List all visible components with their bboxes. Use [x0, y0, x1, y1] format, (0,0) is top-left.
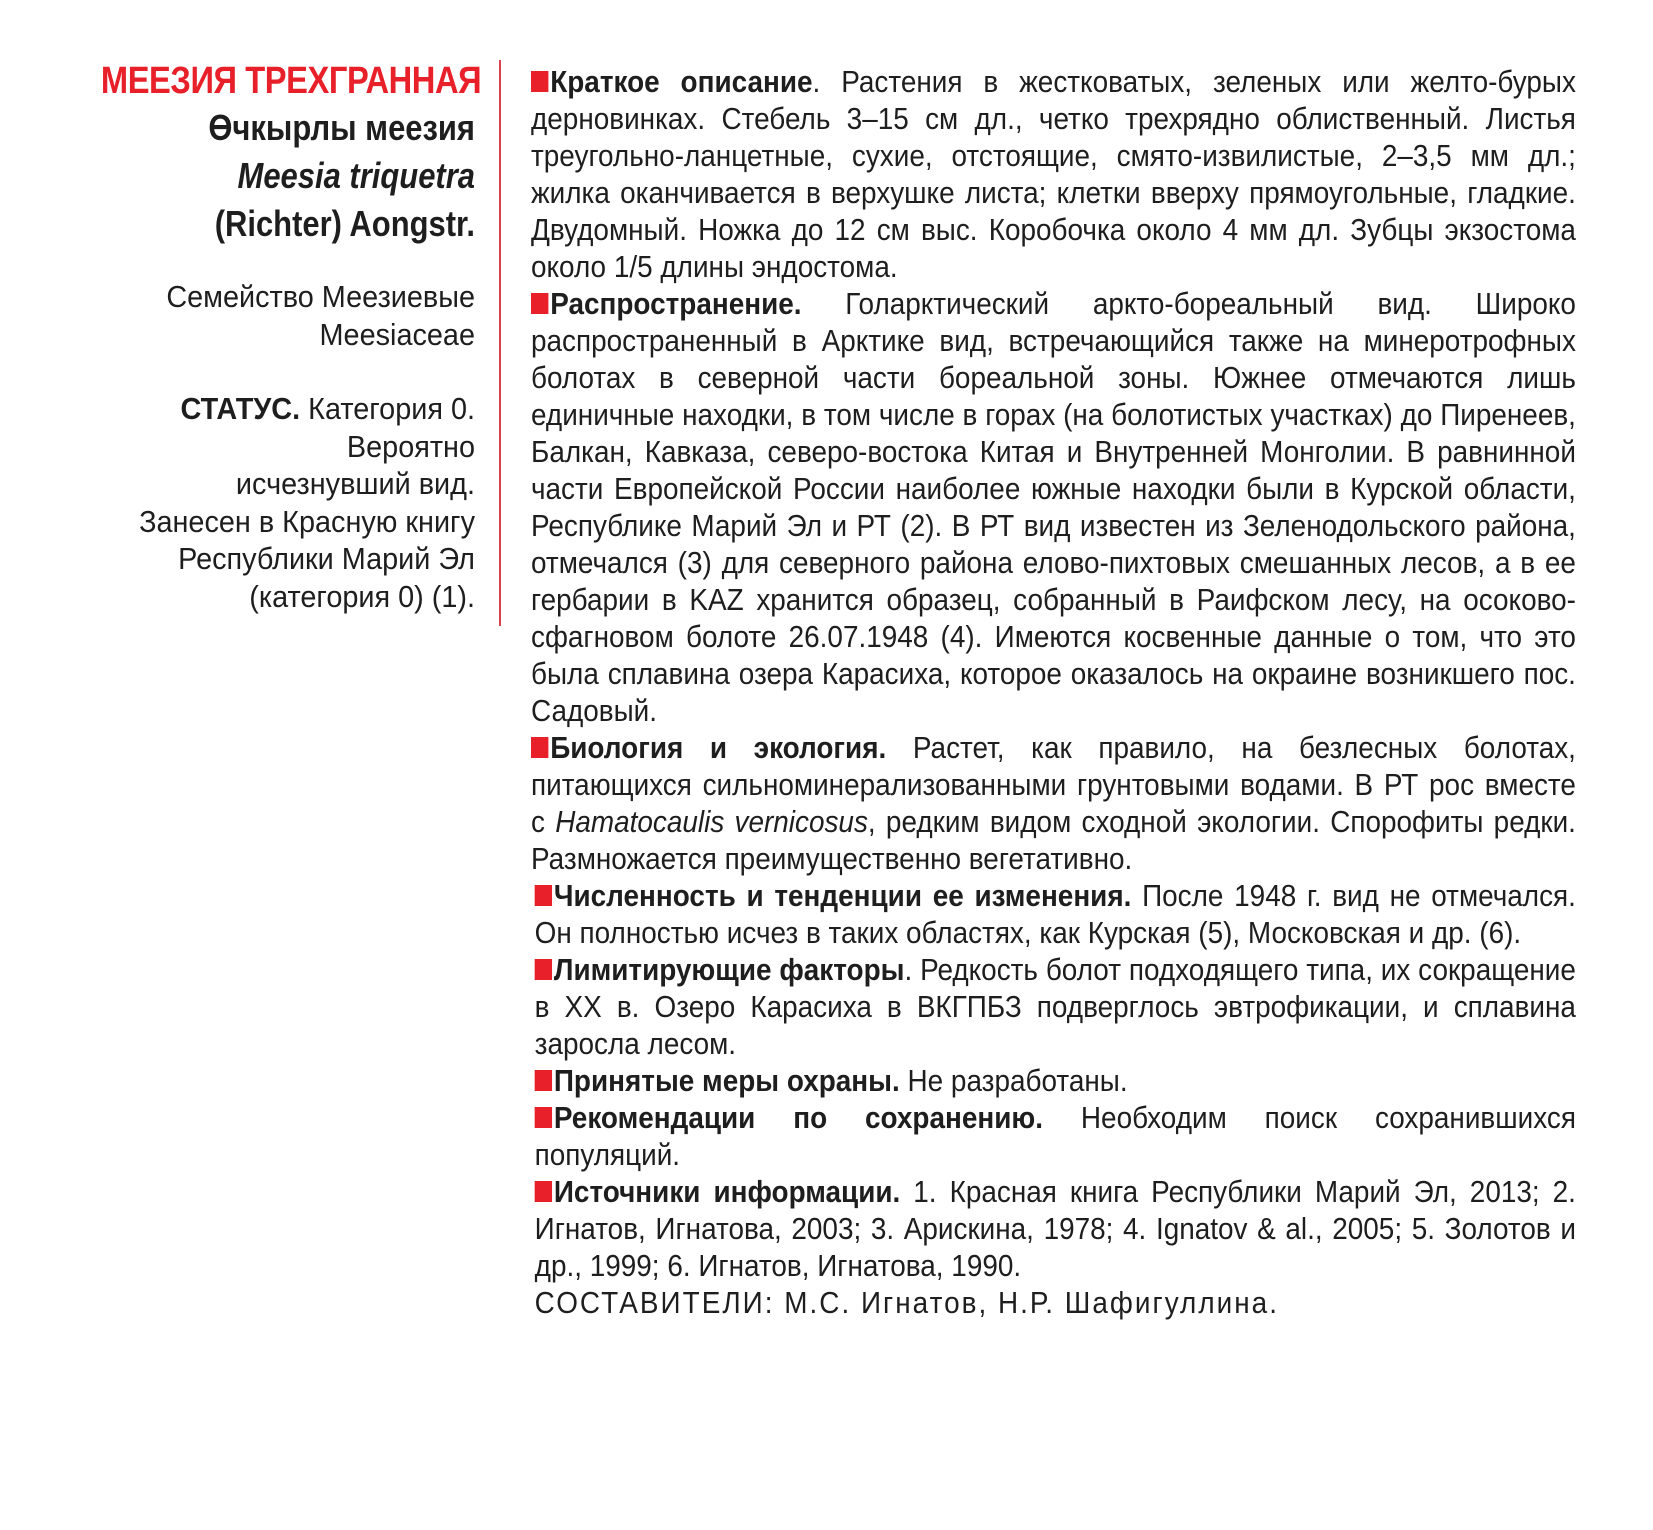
section-heading: Краткое описание [550, 65, 813, 99]
status-line-6: (категория 0) (1). [249, 578, 475, 614]
status-line-5: Республики Марий Эл [178, 541, 475, 576]
species-italic-name: Hamatocaulis vernicosus [555, 805, 868, 839]
red-square-bullet-icon [535, 959, 552, 980]
section-text: Необходим поиск сохранившихся популяций. [534, 1101, 1576, 1172]
section-abundance [531, 878, 1576, 952]
red-square-bullet-icon [535, 1107, 552, 1128]
section-heading: Численность и тенденции ее изменения. [553, 879, 1132, 913]
article-body [531, 64, 1576, 1322]
status-block [70, 390, 475, 615]
family-russian: Семейство Меезиевые [166, 279, 475, 314]
red-square-bullet-icon [535, 1070, 552, 1091]
status-line-1 [70, 390, 475, 428]
section-protection-measures [531, 1063, 1576, 1100]
section-heading: Биология и экология. [550, 731, 887, 765]
status-category: Категория 0. [308, 391, 475, 426]
column-divider [499, 60, 501, 626]
section-sources [531, 1174, 1576, 1285]
section-text: Растет, как правило, на безлесных болотах, питающихся сильноминерализованными грунтовыми водами. В РТ рос вместе с [531, 731, 1576, 839]
section-heading: Лимитирующие факторы [553, 953, 905, 987]
species-title-russian: МЕЕЗИЯ ТРЕХГРАННАЯ [100, 60, 482, 102]
red-square-bullet-icon [531, 293, 548, 314]
section-text: 1. Красная книга Республики Марий Эл, 2013; 2. Игнатов, Игнатова, 2003; 3. Арискина, 1978; 4. Ignatov & al., 2005; 5. Золотов и др., 1999; 6. Игнатов, Игнатова, 1990. [534, 1175, 1576, 1283]
species-title-tatar: Өчкырлы меезия [208, 107, 475, 148]
red-square-bullet-icon [531, 71, 548, 92]
compilers: СОСТАВИТЕЛИ: М.С. Игнатов, Н.Р. Шафигуллина. [534, 1286, 1279, 1320]
family-block [70, 278, 475, 354]
family-latin: Meesiaceae [319, 317, 475, 352]
status-line-2: Вероятно [346, 428, 475, 464]
section-heading: Распространение. [550, 287, 802, 321]
section-recommendations [531, 1100, 1576, 1174]
section-text: . Редкость болот подходящего типа, их сокращение в XX в. Озеро Карасиха в ВКГПБЗ подверглось эвтрофикации, и сплавина заросла лесом. [534, 953, 1576, 1061]
section-heading: Источники информации. [553, 1175, 901, 1209]
species-header [40, 58, 482, 615]
status-line-4: Занесен в Красную книгу [139, 503, 476, 539]
species-title-latin: Meesia triquetra [237, 155, 475, 196]
section-text: . Растения в жестковатых, зеленых или желто-бурых дерновинках. Стебель 3–15 см дл., четко трехрядно облиственный. Листья треугольно-ланцетные, сухие, отстоящие, смято-извилистые, 2–3,5 мм дл.; жилка оканчивается в верхушке листа; клетки вверху прямоугольные, гладкие. Двудомный. Ножка до 12 см выс. Коробочка около 4 мм дл. Зубцы экзостома около 1/5 длины эндостома. [531, 65, 1576, 284]
red-square-bullet-icon [535, 885, 552, 906]
red-square-bullet-icon [531, 737, 548, 758]
section-heading: Рекомендации по сохранению. [553, 1101, 1043, 1135]
section-text: После 1948 г. вид не отмечался. Он полностью исчез в таких областях, как Курская (5), Московская и др. (6). [534, 879, 1576, 950]
section-distribution [531, 286, 1576, 730]
section-text: Голарктический аркто-бореальный вид. Широко распространенный в Арктике вид, встречающийся также на минеротрофных болотах в северной части бореальной зоны. Южнее отмечаются лишь единичные находки, в том числе в горах (на болотистых участках) до Пиренеев, Балкан, Кавказа, северо-востока Китая и Внутренней Монголии. В равнинной части Европейской России наиболее южные находки были в Курской области, Республике Марий Эл и РТ (2). В РТ вид известен из Зеленодольского района, отмечался (3) для северного района елово-пихтовых смешанных лесов, а в ее гербарии в KAZ хранится образец, собранный в Раифском лесу, на осоково-сфагновом болоте 26.07.1948 (4). Имеются косвенные данные о том, что это была сплавина озера Карасиха, которое оказалось на окраине возникшего пос. Садовый. [531, 287, 1576, 728]
section-biology [531, 730, 1576, 878]
section-limiting-factors [531, 952, 1576, 1063]
section-description [531, 64, 1576, 286]
status-line-3: исчезнувший вид. [235, 466, 475, 501]
species-author: (Richter) Aongstr. [214, 203, 475, 244]
status-label: СТАТУС. [180, 391, 301, 426]
section-text: Не разработаны. [899, 1064, 1128, 1098]
section-text-continued: , редким видом сходной экологии. Спорофиты редки. Размножается преимущественно вегетативно. [531, 805, 1576, 876]
red-square-bullet-icon [535, 1181, 552, 1202]
section-heading: Принятые меры охраны. [553, 1064, 900, 1098]
